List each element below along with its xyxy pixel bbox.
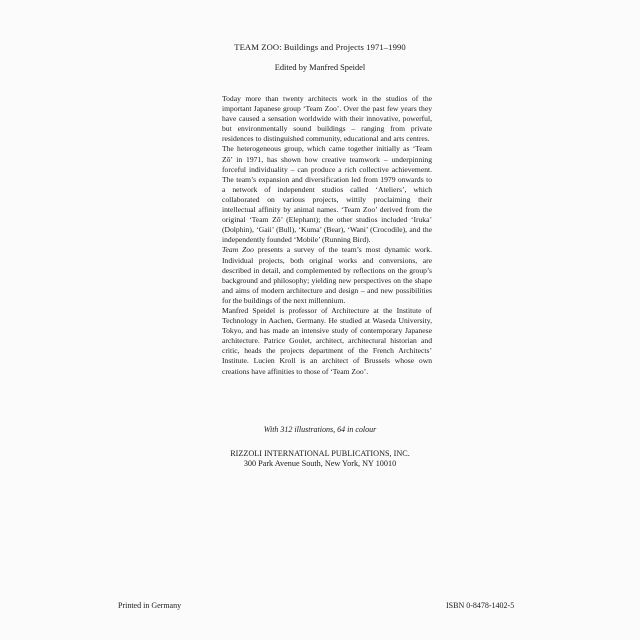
- paragraph-intro: Today more than twenty architects work in the studios of the important Japanese group ‘Team Zoo’. Over the past few years they have caused a sensation worldwide with their innovative, powerful, but environmentally sound buildings – ranging from private residences to distinguished community, educational and arts centres.: [222, 94, 432, 144]
- isbn-number: ISBN 0-8478-1402-5: [446, 601, 515, 610]
- paragraph-survey: [222, 245, 432, 306]
- paragraph-history: The heterogeneous group, which came together initially as ‘Team Zō’ in 1971, has shown how creative teamwork – underpinning forceful individuality – can produce a rich collective achievement. The team’s expansion and diversification led from 1979 onwards to a network of independent studios called ‘Ateliers’, which collaborated on various projects, wittily proclaiming their intellectual affinity by animal names. ‘Team Zoo’ derived from the original ‘Team Zō’ (Elephant); the other studios included ‘Iruka’ (Dolphin), ‘Gaii’ (Bull), ‘Kuma’ (Bear), ‘Wani’ (Crocodile), and the independently founded ‘Mobile’ (Running Bird).: [222, 144, 432, 245]
- illustrations-note: With 312 illustrations, 64 in colour: [263, 425, 377, 434]
- book-title: TEAM ZOO: Buildings and Projects 1971–1990: [234, 42, 406, 52]
- publisher-name: RIZZOLI INTERNATIONAL PUBLICATIONS, INC.: [230, 449, 410, 458]
- description-text: [222, 94, 432, 377]
- publisher-address: 300 Park Avenue South, New York, NY 10010: [243, 459, 397, 468]
- paragraph-authors: Manfred Speidel is professor of Architecture at the Institute of Technology in Aachen, Germany. He studied at Waseda University, Tokyo, and has made an intensive study of contemporary Japanese architecture. Patrice Goulet, architect, architectural historian and critic, heads the projects department of the French Architects’ Institute. Lucien Kroll is an architect of Brussels whose own creations have affinities to those of ‘Team Zoo’.: [222, 305, 432, 376]
- paragraph-survey-text: presents a survey of the team’s most dynamic work. Individual projects, both original works and conversions, are described in detail, and complemented by reflections on the group’s background and philosophy; yielding new perspectives on the shape and aims of modern architecture and design – and new possibilities for the buildings of the next millennium.: [222, 245, 432, 305]
- editor-credit: Edited by Manfred Speidel: [274, 63, 366, 72]
- printed-in-note: Printed in Germany: [118, 601, 182, 610]
- book-name-italic: Team Zoo: [222, 245, 254, 255]
- publisher-block: [0, 449, 640, 469]
